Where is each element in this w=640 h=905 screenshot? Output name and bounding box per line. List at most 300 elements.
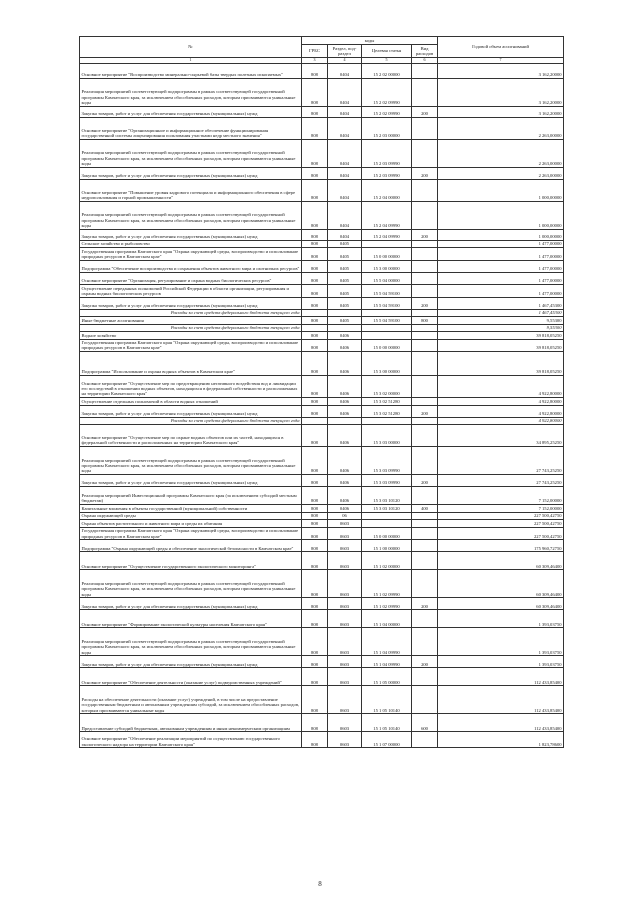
row-sum: 7 152,00000 — [438, 505, 564, 512]
page-number: 8 — [318, 880, 322, 888]
row-vr — [412, 512, 438, 519]
row-grbs: 808 — [302, 512, 328, 519]
row-article: 15 2 02 09990 — [362, 78, 412, 106]
row-article — [362, 324, 412, 331]
row-grbs — [302, 309, 328, 316]
row-vr: 200 — [412, 229, 438, 240]
row-grbs: 808 — [302, 398, 328, 405]
row-article: 15 5 04 59100 — [362, 284, 412, 297]
row-sum: 60 309,46400 — [438, 598, 564, 610]
row-sum: 39 818,05250 — [438, 339, 564, 352]
row-sum: 175 960,72750 — [438, 540, 564, 552]
table-row — [80, 540, 564, 552]
row-grbs: 808 — [302, 668, 328, 686]
row-article: 15 5 04 59100 — [362, 297, 412, 309]
row-name: Основное мероприятие "Воспроизводство минерально-сырьевой базы твердых полезных ископаемых" — [80, 63, 302, 78]
table-row — [80, 284, 564, 297]
row-section: 0404 — [328, 201, 362, 229]
row-name: Охрана объектов растительного и животного мира и среды их обитания — [80, 520, 302, 527]
row-vr: 800 — [412, 317, 438, 324]
row-vr: 200 — [412, 297, 438, 309]
table-row — [80, 260, 564, 272]
row-article: 15 3 03 10120 — [362, 487, 412, 505]
row-vr — [412, 520, 438, 527]
row-grbs: 808 — [302, 272, 328, 284]
row-sum: 1 477,00000 — [438, 284, 564, 297]
row-article: 15 2 02 09990 — [362, 106, 412, 117]
row-sum: 112 433,85400 — [438, 686, 564, 714]
row-article: 15 2 02 00000 — [362, 63, 412, 78]
row-article: 15 2 04 09990 — [362, 201, 412, 229]
row-article: 15 1 04 09990 — [362, 656, 412, 668]
row-grbs: 808 — [302, 339, 328, 352]
row-name: Капитальные вложения в объекты государственной (муниципальной) собственности — [80, 505, 302, 512]
table-row — [80, 201, 564, 229]
row-grbs: 808 — [302, 179, 328, 201]
row-grbs: 808 — [302, 376, 328, 398]
row-name: Государственная программа Камчатского края "Охрана окружающей среды, воспроизводство и использование природных ресурсов в Камчатском крае" — [80, 339, 302, 352]
row-article: 15 1 07 00000 — [362, 732, 412, 748]
row-sum: 1 393,03750 — [438, 628, 564, 656]
row-name: Реализация мероприятий соответствующей подпрограммы в рамках соответствующей государственной программы Камчатского края, за исключением обособленных расходов, которым присваиваются уникальные коды — [80, 139, 302, 167]
row-name: Закупка товаров, работ и услуг для обеспечения государственных (муниципальных) нужд — [80, 167, 302, 179]
row-vr — [412, 686, 438, 714]
row-article: 15 3 03 09990 — [362, 475, 412, 487]
row-vr — [412, 240, 438, 247]
row-section: 0603 — [328, 520, 362, 527]
row-name: Закупка товаров, работ и услуг для обеспечения государственных (муниципальных) нужд — [80, 656, 302, 668]
row-grbs — [302, 417, 328, 424]
row-section: 0603 — [328, 570, 362, 598]
row-vr: 200 — [412, 167, 438, 179]
row-grbs: 808 — [302, 520, 328, 527]
row-section: 0405 — [328, 272, 362, 284]
row-name: Реализация мероприятий соответствующей подпрограммы в рамках соответствующей государственной программы Камчатского края, за исключением обособленных расходов, которым присваиваются уникальные коды — [80, 447, 302, 475]
row-article: 15 5 04 00000 — [362, 272, 412, 284]
row-section: 0603 — [328, 668, 362, 686]
table-row — [80, 179, 564, 201]
row-name: Основное мероприятие "Организация, регулирование и охрана водных биологических ресурсов" — [80, 272, 302, 284]
row-article: 15 3 03 00000 — [362, 425, 412, 447]
row-section: 0406 — [328, 352, 362, 376]
table-body — [80, 63, 564, 748]
header-article: Целевая статья — [362, 45, 412, 58]
table-row — [80, 512, 564, 519]
row-sum: 60 309,46400 — [438, 570, 564, 598]
row-grbs: 808 — [302, 686, 328, 714]
col-index-1: 1 — [80, 57, 302, 63]
row-section: 0404 — [328, 179, 362, 201]
row-name: Подпрограмма "Использование и охрана водных объектов в Камчатском крае" — [80, 352, 302, 376]
row-sum: 112 433,85400 — [438, 714, 564, 732]
row-article: 15 3 00 00000 — [362, 352, 412, 376]
row-section — [328, 324, 362, 331]
row-article: 15 1 02 09990 — [362, 570, 412, 598]
table-row — [80, 668, 564, 686]
row-sum: 1 467,45300 — [438, 309, 564, 316]
row-sum: 4 922,80000 — [438, 398, 564, 405]
row-article: 15 5 04 59100 — [362, 317, 412, 324]
row-name: Расходы на обеспечение деятельности (оказание услуг) учреждений, в том числе на предоставление государственным бюджетным и автономным учреждениям субсидий, за исключением обособленных расходов, которым присваиваются уникальные коды — [80, 686, 302, 714]
table-row — [80, 229, 564, 240]
row-name: Расходы за счет средств федерального бюджета текущего года — [80, 309, 302, 316]
row-grbs: 808 — [302, 317, 328, 324]
row-vr — [412, 179, 438, 201]
row-vr — [412, 309, 438, 316]
row-sum: 1 000,00000 — [438, 229, 564, 240]
header-section: Раздел, под-раздел — [328, 45, 362, 58]
row-name: Реализация мероприятий соответствующей подпрограммы в рамках соответствующей государственной программы Камчатского края, за исключением обособленных расходов, которым присваиваются уникальные коды — [80, 628, 302, 656]
table-row — [80, 475, 564, 487]
row-grbs: 808 — [302, 352, 328, 376]
row-grbs: 808 — [302, 610, 328, 628]
row-section — [328, 417, 362, 424]
row-section: 0404 — [328, 117, 362, 139]
row-grbs: 808 — [302, 447, 328, 475]
row-grbs: 808 — [302, 139, 328, 167]
row-sum: 227 500,42750 — [438, 520, 564, 527]
row-article: 15 1 04 09990 — [362, 628, 412, 656]
row-vr: 200 — [412, 106, 438, 117]
col-index-5: 5 — [362, 57, 412, 63]
row-article — [362, 240, 412, 247]
row-name: Подпрограмма "Охрана окружающей среды и обеспечение экологической безопасности в Камчатском крае" — [80, 540, 302, 552]
row-sum: 227 500,42750 — [438, 527, 564, 540]
row-article: 15 0 00 00000 — [362, 248, 412, 261]
table-row — [80, 63, 564, 78]
row-article — [362, 332, 412, 339]
row-vr — [412, 417, 438, 424]
row-grbs: 808 — [302, 656, 328, 668]
row-sum: 34 895,25250 — [438, 425, 564, 447]
table-row — [80, 598, 564, 610]
row-vr — [412, 352, 438, 376]
row-name: Подпрограмма "Обеспечение воспроизводства и сохранения объектов животного мира и охотничьих ресурсов" — [80, 260, 302, 272]
row-article: 15 2 03 09990 — [362, 139, 412, 167]
row-section: 0406 — [328, 405, 362, 417]
row-vr: 600 — [412, 714, 438, 732]
row-grbs: 808 — [302, 732, 328, 748]
row-vr — [412, 63, 438, 78]
table-row — [80, 240, 564, 247]
row-sum: 2 263,00000 — [438, 167, 564, 179]
row-grbs: 808 — [302, 297, 328, 309]
table-row — [80, 656, 564, 668]
row-grbs: 808 — [302, 63, 328, 78]
row-sum: 1 393,03750 — [438, 656, 564, 668]
col-index-6: 6 — [412, 57, 438, 63]
row-article: 15 3 02 51280 — [362, 405, 412, 417]
table-row — [80, 297, 564, 309]
row-vr — [412, 284, 438, 297]
row-section: 0404 — [328, 139, 362, 167]
table-row — [80, 117, 564, 139]
table-row — [80, 447, 564, 475]
table-row — [80, 317, 564, 324]
row-grbs: 808 — [302, 425, 328, 447]
row-grbs: 808 — [302, 284, 328, 297]
row-vr — [412, 139, 438, 167]
row-vr: 200 — [412, 656, 438, 668]
row-name: Иные бюджетные ассигнования — [80, 317, 302, 324]
col-index-7: 7 — [438, 57, 564, 63]
row-sum: 2 263,00000 — [438, 117, 564, 139]
row-vr — [412, 628, 438, 656]
row-sum: 60 309,46400 — [438, 552, 564, 570]
row-grbs: 808 — [302, 570, 328, 598]
row-sum: 7 152,00000 — [438, 487, 564, 505]
table-row — [80, 324, 564, 331]
row-section: 0406 — [328, 447, 362, 475]
row-grbs: 808 — [302, 505, 328, 512]
row-section: 0603 — [328, 628, 362, 656]
row-grbs: 808 — [302, 201, 328, 229]
row-vr: 400 — [412, 505, 438, 512]
row-article: 15 1 05 10140 — [362, 714, 412, 732]
row-grbs: 808 — [302, 487, 328, 505]
row-vr — [412, 732, 438, 748]
row-name: Предоставление субсидий бюджетным, автономным учреждениям и иным некоммерческим организациям — [80, 714, 302, 732]
row-section: 0406 — [328, 425, 362, 447]
row-article: 15 3 00 00000 — [362, 260, 412, 272]
row-name: Реализация мероприятий соответствующей подпрограммы в рамках соответствующей государственной программы Камчатского края, за исключением обособленных расходов, которым присваиваются уникальные коды — [80, 78, 302, 106]
row-sum: 1 467,45300 — [438, 297, 564, 309]
table-row — [80, 309, 564, 316]
row-name: Осуществление отдельных полномочий в области водных отношений — [80, 398, 302, 405]
table-row — [80, 272, 564, 284]
row-vr — [412, 332, 438, 339]
col-index-3: 3 — [302, 57, 328, 63]
row-sum: 1 477,00000 — [438, 248, 564, 261]
row-grbs: 808 — [302, 78, 328, 106]
row-sum: 1 477,00000 — [438, 260, 564, 272]
row-sum: 1 393,03750 — [438, 610, 564, 628]
row-article — [362, 309, 412, 316]
row-section: 06 — [328, 512, 362, 519]
row-sum: 9,55300 — [438, 317, 564, 324]
table-row — [80, 628, 564, 656]
row-sum: 27 743,25250 — [438, 447, 564, 475]
row-name: Реализация мероприятий Инвестиционной программы Камчатского края (за исключением субсидий местным бюджетам) — [80, 487, 302, 505]
row-grbs: 808 — [302, 260, 328, 272]
row-article — [362, 512, 412, 519]
row-article: 15 3 02 00000 — [362, 376, 412, 398]
table-row — [80, 417, 564, 424]
row-section: 0404 — [328, 167, 362, 179]
row-section: 0406 — [328, 475, 362, 487]
table-row — [80, 570, 564, 598]
row-section: 0406 — [328, 332, 362, 339]
row-name: Охрана окружающей среды — [80, 512, 302, 519]
row-name: Закупка товаров, работ и услуг для обеспечения государственных (муниципальных) нужд — [80, 229, 302, 240]
row-name: Основное мероприятие "Обеспечение деятельности (оказание услуг) подведомственных учреждений" — [80, 668, 302, 686]
row-sum: 2 263,00000 — [438, 139, 564, 167]
row-sum: 112 433,85400 — [438, 668, 564, 686]
row-sum: 227 500,42750 — [438, 512, 564, 519]
row-vr — [412, 487, 438, 505]
row-vr — [412, 527, 438, 540]
row-vr — [412, 552, 438, 570]
row-section: 0603 — [328, 656, 362, 668]
row-name: Сельское хозяйство и рыболовство — [80, 240, 302, 247]
row-sum: 1 823,78600 — [438, 732, 564, 748]
row-article: 15 1 02 09990 — [362, 598, 412, 610]
row-section: 0405 — [328, 248, 362, 261]
header-grbs: ГРБС — [302, 45, 328, 58]
row-section: 0406 — [328, 398, 362, 405]
row-name: Водное хозяйство — [80, 332, 302, 339]
row-grbs: 808 — [302, 248, 328, 261]
row-article: 15 1 05 00000 — [362, 668, 412, 686]
row-section: 0405 — [328, 240, 362, 247]
row-vr — [412, 272, 438, 284]
row-name: Расходы за счет средств федерального бюджета текущего года — [80, 417, 302, 424]
table-row — [80, 505, 564, 512]
row-grbs: 808 — [302, 552, 328, 570]
row-vr — [412, 540, 438, 552]
row-sum: 1 477,00000 — [438, 272, 564, 284]
row-article: 15 0 00 00000 — [362, 527, 412, 540]
row-sum: 1 000,00000 — [438, 201, 564, 229]
row-grbs: 808 — [302, 714, 328, 732]
row-section: 0406 — [328, 376, 362, 398]
row-article: 15 1 05 10140 — [362, 686, 412, 714]
row-article: 15 3 03 09990 — [362, 447, 412, 475]
header-vr: Вид расходов — [412, 45, 438, 58]
row-article: 15 1 00 00000 — [362, 540, 412, 552]
table-row — [80, 106, 564, 117]
row-section: 0404 — [328, 63, 362, 78]
row-name: Основное мероприятие "Повышение уровня кадрового потенциала и информационного обеспечения в сфере недропользования и горной промышленности" — [80, 179, 302, 201]
row-section: 0603 — [328, 552, 362, 570]
row-article: 15 3 03 10120 — [362, 505, 412, 512]
row-section: 0603 — [328, 686, 362, 714]
table-row — [80, 487, 564, 505]
row-name: Основное мероприятие "Формирование экологической культуры населения Камчатского края" — [80, 610, 302, 628]
row-vr — [412, 610, 438, 628]
row-name: Реализация мероприятий соответствующей подпрограммы в рамках соответствующей государственной программы Камчатского края, за исключением обособленных расходов, которым присваиваются уникальные коды — [80, 201, 302, 229]
row-name: Закупка товаров, работ и услуг для обеспечения государственных (муниципальных) нужд — [80, 106, 302, 117]
row-section: 0603 — [328, 714, 362, 732]
row-name: Основное мероприятие "Осуществление мер по предотвращению негативного воздействия вод и ликвидации его последствий в отношении водных объектов, находящихся в федеральной собственности и расположенных на территории Камчатского края" — [80, 376, 302, 398]
row-grbs: 808 — [302, 540, 328, 552]
row-vr: 200 — [412, 405, 438, 417]
row-vr — [412, 425, 438, 447]
row-name: Осуществление переданных полномочий Российской Федерации в области организации, регулирования и охраны водных биологических ресурсов — [80, 284, 302, 297]
row-vr — [412, 339, 438, 352]
row-vr — [412, 398, 438, 405]
row-article: 15 3 02 51280 — [362, 398, 412, 405]
row-grbs: 808 — [302, 240, 328, 247]
table-row — [80, 332, 564, 339]
row-grbs: 808 — [302, 598, 328, 610]
header-codes: коды — [302, 37, 438, 45]
row-name: Основное мероприятие "Осуществление государственного экологического мониторинга" — [80, 552, 302, 570]
row-section: 0405 — [328, 297, 362, 309]
row-article: 15 2 03 00000 — [362, 117, 412, 139]
table-row — [80, 425, 564, 447]
table-row — [80, 714, 564, 732]
row-vr — [412, 570, 438, 598]
row-article — [362, 520, 412, 527]
table-row — [80, 376, 564, 398]
row-section: 0405 — [328, 317, 362, 324]
row-article — [362, 417, 412, 424]
row-sum: 3 162,20000 — [438, 63, 564, 78]
table-row — [80, 552, 564, 570]
row-sum: 39 818,05250 — [438, 352, 564, 376]
row-sum: 4 922,80000 — [438, 376, 564, 398]
row-name: Закупка товаров, работ и услуг для обеспечения государственных (муниципальных) нужд — [80, 475, 302, 487]
table-row — [80, 398, 564, 405]
table-row — [80, 248, 564, 261]
row-name: Закупка товаров, работ и услуг для обеспечения государственных (муниципальных) нужд — [80, 405, 302, 417]
row-vr — [412, 668, 438, 686]
row-grbs — [302, 324, 328, 331]
row-sum: 4 922,80000 — [438, 405, 564, 417]
table-row — [80, 78, 564, 106]
row-grbs: 808 — [302, 475, 328, 487]
row-sum: 1 000,00000 — [438, 179, 564, 201]
row-name: Основное мероприятие "Осуществление мер по охране водных объектов или их частей, находящихся в федеральной собственности и расположенных на территории Камчатского края" — [80, 425, 302, 447]
row-section: 0404 — [328, 78, 362, 106]
table-row — [80, 139, 564, 167]
row-name: Государственная программа Камчатского края "Охрана окружающей среды, воспроизводство и использование природных ресурсов в Камчатском крае" — [80, 248, 302, 261]
row-vr — [412, 201, 438, 229]
row-sum: 3 162,20000 — [438, 78, 564, 106]
budget-table — [79, 36, 564, 748]
row-section: 0404 — [328, 229, 362, 240]
row-vr — [412, 376, 438, 398]
row-section: 0405 — [328, 284, 362, 297]
row-sum: 1 477,00000 — [438, 240, 564, 247]
row-vr — [412, 78, 438, 106]
table-row — [80, 405, 564, 417]
row-name: Основное мероприятие "Организационное и информационное обеспечение функционирования государственной системы лицензирования пользования участками недр местного значения" — [80, 117, 302, 139]
row-vr — [412, 324, 438, 331]
row-grbs: 808 — [302, 527, 328, 540]
table-row — [80, 520, 564, 527]
row-sum: 27 743,25250 — [438, 475, 564, 487]
row-name: Реализация мероприятий соответствующей подпрограммы в рамках соответствующей государственной программы Камчатского края, за исключением обособленных расходов, которым присваиваются уникальные коды — [80, 570, 302, 598]
header-num: № — [80, 37, 302, 58]
row-name: Закупка товаров, работ и услуг для обеспечения государственных (муниципальных) нужд — [80, 598, 302, 610]
row-grbs: 808 — [302, 332, 328, 339]
row-section — [328, 309, 362, 316]
row-article: 15 1 02 00000 — [362, 552, 412, 570]
row-grbs: 808 — [302, 167, 328, 179]
table-row — [80, 686, 564, 714]
row-article: 15 2 03 09990 — [362, 167, 412, 179]
row-section: 0406 — [328, 339, 362, 352]
table-row — [80, 352, 564, 376]
col-index-4: 4 — [328, 57, 362, 63]
row-sum: 4 922,80000 — [438, 417, 564, 424]
row-vr: 200 — [412, 475, 438, 487]
row-vr — [412, 260, 438, 272]
row-article: 15 2 04 09990 — [362, 229, 412, 240]
row-section: 0603 — [328, 540, 362, 552]
table-row — [80, 339, 564, 352]
table-row — [80, 167, 564, 179]
row-section: 0603 — [328, 527, 362, 540]
row-section: 0406 — [328, 487, 362, 505]
header-total: Годовой объем ассигнований — [438, 37, 564, 58]
row-section: 0603 — [328, 732, 362, 748]
row-section: 0405 — [328, 260, 362, 272]
row-section: 0404 — [328, 106, 362, 117]
row-grbs: 808 — [302, 117, 328, 139]
